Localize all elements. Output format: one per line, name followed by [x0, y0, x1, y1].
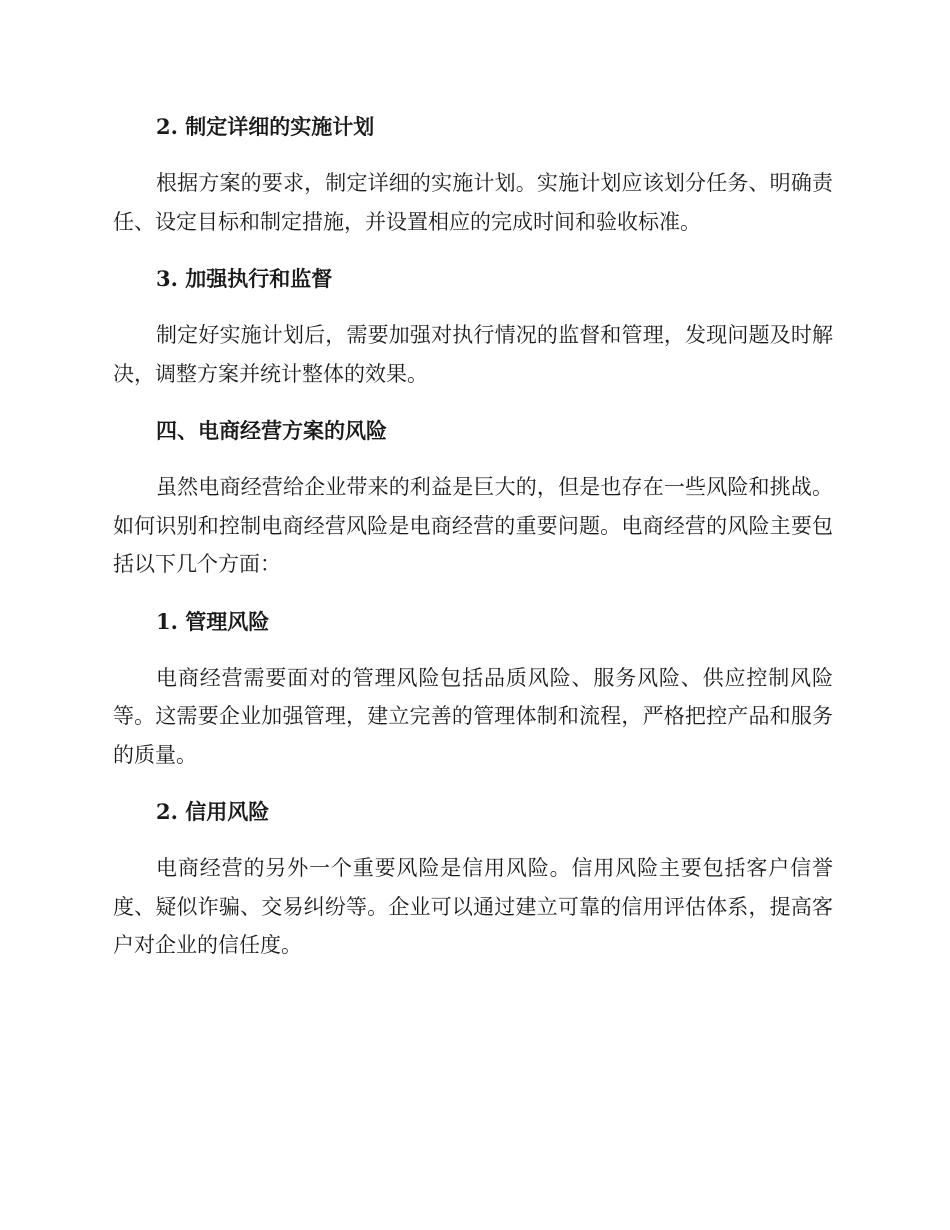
paragraph-credit-risk: 电商经营的另外一个重要风险是信用风险。信用风险主要包括客户信誉度、疑似诈骗、交易纠纷等。企业可以通过建立可靠的信用评估体系，提高客户对企业的信任度。 — [113, 856, 833, 957]
paragraph-management-risk: 电商经营需要面对的管理风险包括品质风险、服务风险、供应控制风险等。这需要企业加强管理，建立完善的管理体制和流程，严格把控产品和服务的质量。 — [113, 665, 833, 767]
paragraph-implementation-plan: 根据方案的要求，制定详细的实施计划。实施计划应该划分任务、明确责任、设定目标和制定措施，并设置相应的完成时间和验收标准。 — [113, 171, 833, 234]
document-page — [113, 108, 833, 965]
section-heading-management-risk: 1. 管理风险 — [156, 608, 270, 634]
paragraph-execution-supervision: 制定好实施计划后，需要加强对执行情况的监督和管理，发现问题及时解决，调整方案并统计整体的效果。 — [113, 323, 833, 386]
section-heading-ecommerce-risks: 四、电商经营方案的风险 — [156, 418, 387, 443]
paragraph-ecommerce-risks: 虽然电商经营给企业带来的利益是巨大的，但是也存在一些风险和挑战。如何识别和控制电商经营风险是电商经营的重要问题。电商经营的风险主要包括以下几个方面： — [113, 475, 833, 576]
section-heading-credit-risk: 2. 信用风险 — [156, 799, 270, 824]
section-heading-execution-supervision: 3. 加强执行和监督 — [156, 266, 333, 291]
section-heading-implementation-plan: 2. 制定详细的实施计划 — [156, 114, 375, 139]
